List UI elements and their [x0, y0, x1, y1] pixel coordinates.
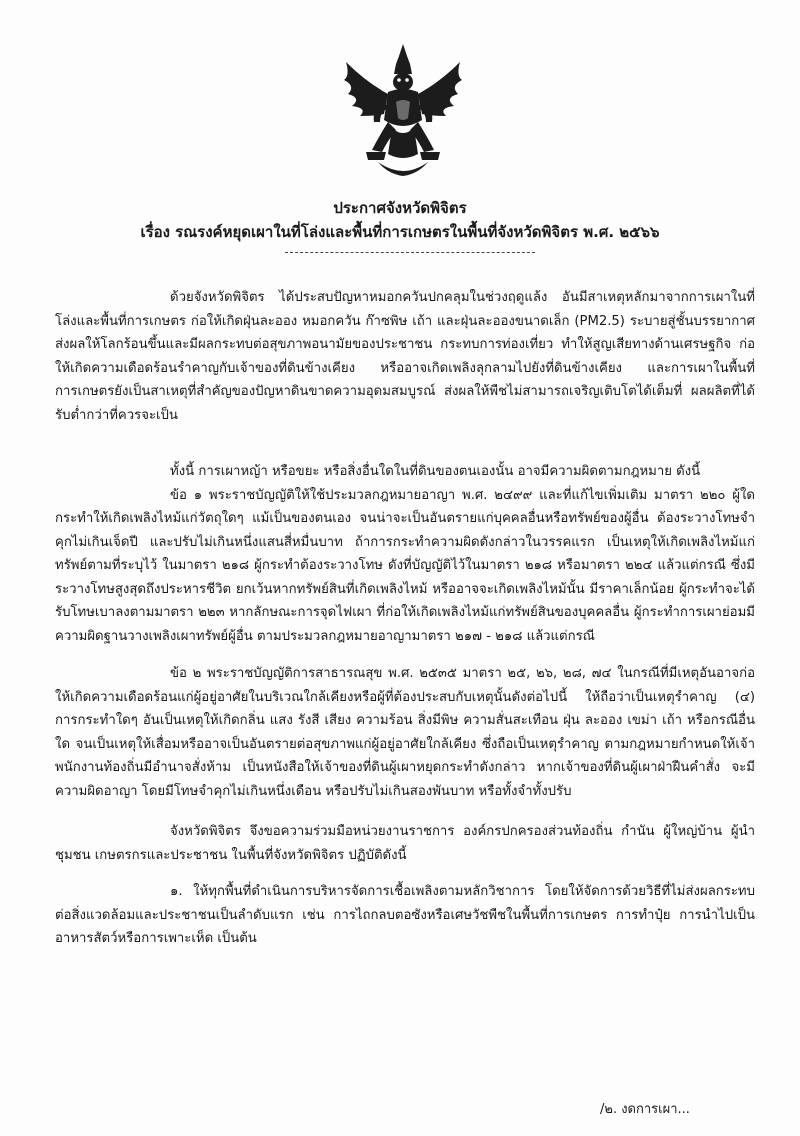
page-continuation: /๒. งดการเผา... [600, 1102, 690, 1117]
paragraph-intro [55, 286, 755, 427]
paragraph-cooperation [55, 820, 755, 867]
paragraph-text: ๑. ให้ทุกพื้นที่ดำเนินการบริหารจัดการเชื้อเพลิงตามหลักวิชาการ โดยให้จัดการด้วยวิธีที่ไม่ส่งผลกระทบต่อสิ่งแวดล้อมและประชาชนเป็นลำดับแรก เช่น การไถกลบตอซังหรือเศษวัชพืชในพื้นที่การเกษตร การทำปุ๋ย การนำไปเป็นอาหารสัตว์หรือการเพาะเห็ด เป็นต้น [55, 884, 755, 946]
announcement-title: ประกาศจังหวัดพิจิตร [333, 199, 467, 217]
paragraph-text: ข้อ ๒ พระราชบัญญัติการสาธารณสุข พ.ศ. ๒๕๓๕ มาตรา ๒๕, ๒๖, ๒๘, ๗๔ ในกรณีที่มีเหตุอันอาจก่อให้เกิดความเดือดร้อนแก่ผู้อยู่อาศัยในบริเวณใกล้เคียงหรือผู้ที่ต้องประสบกับเหตุนั้นดังต่อไปนี้ ให้ถือว่าเป็นเหตุรำคาญ (๔) การกระทำใดๆ อันเป็นเหตุให้เกิดกลิ่น แสง รังสี เสียง ความร้อน สิ่งมีพิษ ความสั่นสะเทือน ฝุ่น ละออง เขม่า เถ้า หรือกรณีอื่นใด จนเป็นเหตุให้เสื่อมหรืออาจเป็นอันตรายต่อสุขภาพแก่ผู้อยู่อาศัยใกล้เคียง ซึ่งถือเป็นเหตุรำคาญ ตามกฎหมายกำหนดให้เจ้าพนักงานท้องถิ่นมีอำนาจสั่งห้าม เป็นหนังสือให้เจ้าของที่ดินผู้เผาหยุดกระทำดังกล่าว หากเจ้าของที่ดินผู้เผาฝ่าฝืนคำสั่ง จะมีความผิดอาญา โดยมีโทษจำคุกไม่เกินหนึ่งเดือน หรือปรับไม่เกินสองพันบาท หรือทั้งจำทั้งปรับ [55, 666, 755, 799]
paragraph-text: จังหวัดพิจิตร จึงขอความร่วมมือหน่วยงานราชการ องค์กรปกครองส่วนท้องถิ่น กำนัน ผู้ใหญ่บ้าน ผู้นำชุมชน เกษตรกรและประชาชน ในพื้นที่จังหวัดพิจิตร ปฏิบัติดังนี้ [55, 824, 755, 863]
paragraph-text: ทั้งนี้ การเผาหญ้า หรือขยะ หรือสิ่งอื่นใดในที่ดินของตนเองนั้น อาจมีความผิดตามกฎหมาย ดังนี้ [170, 464, 701, 479]
paragraph-criminal-code [55, 460, 755, 648]
garuda-emblem-icon [338, 42, 468, 180]
paragraph-text: ด้วยจังหวัดพิจิตร ได้ประสบปัญหาหมอกควันปกคลุมในช่วงฤดูแล้ง อันมีสาเหตุหลักมาจากการเผาในที่โล่งและพื้นที่การเกษตร ก่อให้เกิดฝุ่นละออง หมอกควัน ก๊าซพิษ เถ้า และฝุ่นละอองขนาดเล็ก (PM2.5) ระบายสู่ชั้นบรรยากาศ ส่งผลให้โลกร้อนขึ้นและมีผลกระทบต่อสุขภาพอนามัยของประชาชน กระทบการท่องเที่ยว ทำให้สูญเสียทางด้านเศรษฐกิจ ก่อให้เกิดความเดือดร้อนรำคาญกับเจ้าของที่ดินข้างเคียง หรืออาจเกิดเพลิงลุกลามไปยังที่ดินข้างเคียง และการเผาในพื้นที่การเกษตรยังเป็นสาเหตุที่สำคัญของปัญหาดินขาดความอุดมสมบูรณ์ ส่งผลให้พืชไม่สามารถเจริญเติบโตได้เต็มที่ ผลผลิตที่ได้รับต่ำกว่าที่ควรจะเป็น [55, 290, 755, 423]
announcement-subject: เรื่อง รณรงค์หยุดเผาในที่โล่งและพื้นที่การเกษตรในพื้นที่จังหวัดพิจิตร พ.ศ. ๒๕๖๖ [140, 223, 660, 241]
paragraph-item-1 [55, 880, 755, 951]
paragraph-text: ข้อ ๑ พระราชบัญญัติให้ใช้ประมวลกฎหมายอาญา พ.ศ. ๒๔๙๙ และที่แก้ไขเพิ่มเติม มาตรา ๒๒๐ ผู้ใดกระทำให้เกิดเพลิงไหม้แก่วัตถุใดๆ แม้เป็นของตนเอง จนน่าจะเป็นอันตรายแก่บุคคลอื่นหรือทรัพย์ของผู้อื่น ต้องระวางโทษจำคุกไม่เกินเจ็ดปี และปรับไม่เกินหนึ่งแสนสี่หมื่นบาท ถ้าการกระทำความผิดดังกล่าวในวรรคแรก เป็นเหตุให้เกิดเพลิงไหม้แก่ทรัพย์ตามที่ระบุไว้ ในมาตรา ๒๑๘ ผู้กระทำต้องระวางโทษ ดังที่บัญญัติไว้ในมาตรา ๒๑๘ หรือมาตรา ๒๒๔ แล้วแต่กรณี ซึ่งมีระวางโทษสูงสุดถึงประหารชีวิต ยกเว้นหากทรัพย์สินที่เกิดเพลิงไหม้ หรืออาจจะเกิดเพลิงไหม้นั้น มีราคาเล็กน้อย ผู้กระทำจะได้รับโทษเบาลงตามมาตรา ๒๒๓ หากลักษณะการจุดไฟเผา ที่ก่อให้เกิดเพลิงไหม้แก่ทรัพย์สินของบุคคลอื่น ผู้กระทำการเผาย่อมมีความผิดฐานวางเพลิงเผาทรัพย์ผู้อื่น ตามประมวลกฎหมายอาญามาตรา ๒๑๗ - ๒๑๘ แล้วแต่กรณี [55, 487, 755, 644]
title-divider [285, 252, 535, 253]
paragraph-public-health-act [55, 662, 755, 803]
